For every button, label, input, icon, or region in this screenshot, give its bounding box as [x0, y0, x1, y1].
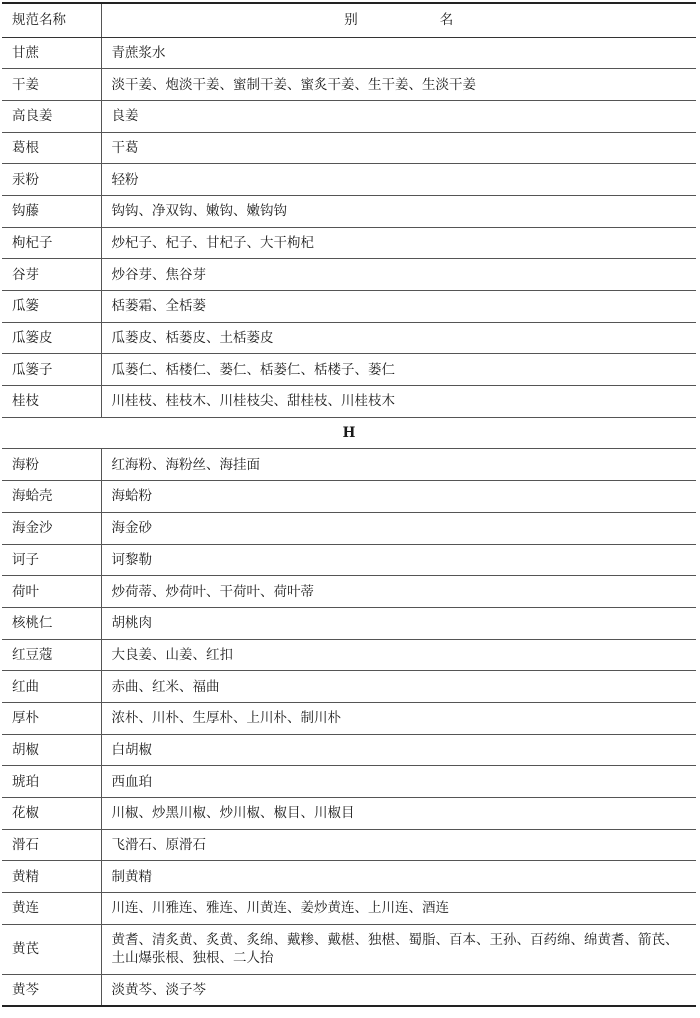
- alias-cell: 瓜蒌仁、栝楼仁、蒌仁、栝蒌仁、栝楼子、蒌仁: [101, 354, 696, 386]
- alias-cell: 炒荷蒂、炒荷叶、干荷叶、荷叶蒂: [101, 576, 696, 608]
- alias-cell: 川桂枝、桂枝木、川桂枝尖、甜桂枝、川桂枝木: [101, 386, 696, 418]
- alias-cell: 黄耆、清炙黄、炙黄、炙绵、戴糁、戴椹、独椹、蜀脂、百本、王孙、百药绵、绵黄耆、箭芪、土山爆张根、独根、二人抬: [101, 924, 696, 974]
- alias-cell: 瓜蒌皮、栝蒌皮、土栝蒌皮: [101, 322, 696, 354]
- standard-name-cell: 汞粉: [2, 164, 101, 196]
- table-row: [2, 576, 696, 608]
- alias-cell: 红海粉、海粉丝、海挂面: [101, 449, 696, 481]
- table-row: [2, 195, 696, 227]
- table-row: [2, 544, 696, 576]
- alias-cell: 川连、川雅连、雅连、川黄连、姜炒黄连、上川连、酒连: [101, 893, 696, 925]
- alias-cell: 淡干姜、炮淡干姜、蜜制干姜、蜜炙干姜、生干姜、生淡干姜: [101, 69, 696, 101]
- standard-name-cell: 瓜篓: [2, 291, 101, 323]
- alias-cell: 钩钩、净双钩、嫩钩、嫩钩钩: [101, 195, 696, 227]
- alias-cell: 赤曲、红米、福曲: [101, 671, 696, 703]
- table-header-row: [2, 3, 696, 37]
- table-row: [2, 861, 696, 893]
- section-letter: H: [2, 417, 696, 449]
- section-divider: [2, 417, 696, 449]
- header-alias: [101, 3, 696, 37]
- alias-cell: 飞滑石、原滑石: [101, 829, 696, 861]
- table-row: [2, 100, 696, 132]
- table-row: [2, 37, 696, 69]
- table-row: [2, 291, 696, 323]
- table-row: [2, 639, 696, 671]
- table-row: [2, 69, 696, 101]
- alias-cell: 诃黎勒: [101, 544, 696, 576]
- table-row: [2, 481, 696, 513]
- table-row: [2, 607, 696, 639]
- table-row: [2, 322, 696, 354]
- alias-cell: 干葛: [101, 132, 696, 164]
- alias-cell: 炒谷芽、焦谷芽: [101, 259, 696, 291]
- alias-cell: 白胡椒: [101, 734, 696, 766]
- table-row: [2, 734, 696, 766]
- alias-cell: 制黄精: [101, 861, 696, 893]
- header-alias-part1: 别: [344, 12, 358, 29]
- standard-name-cell: 黄连: [2, 893, 101, 925]
- table-row: [2, 386, 696, 418]
- alias-cell: 胡桃肉: [101, 607, 696, 639]
- herb-alias-table: [2, 2, 696, 1007]
- standard-name-cell: 海金沙: [2, 512, 101, 544]
- standard-name-cell: 荷叶: [2, 576, 101, 608]
- standard-name-cell: 高良姜: [2, 100, 101, 132]
- herb-alias-document: [2, 2, 696, 1007]
- standard-name-cell: 甘蔗: [2, 37, 101, 69]
- standard-name-cell: 厚朴: [2, 702, 101, 734]
- table-row: [2, 924, 696, 974]
- alias-cell: 浓朴、川朴、生厚朴、上川朴、制川朴: [101, 702, 696, 734]
- alias-cell: 大良姜、山姜、红扣: [101, 639, 696, 671]
- standard-name-cell: 海粉: [2, 449, 101, 481]
- table-row: [2, 227, 696, 259]
- standard-name-cell: 黄芩: [2, 974, 101, 1006]
- table-body-g: [2, 37, 696, 417]
- header-alias-part2: 名: [439, 12, 454, 29]
- standard-name-cell: 瓜篓子: [2, 354, 101, 386]
- standard-name-cell: 桂枝: [2, 386, 101, 418]
- standard-name-cell: 红曲: [2, 671, 101, 703]
- alias-cell: 西血珀: [101, 766, 696, 798]
- section-row: [2, 417, 696, 449]
- table-row: [2, 132, 696, 164]
- alias-cell: 川椒、炒黑川椒、炒川椒、椒目、川椒目: [101, 798, 696, 830]
- alias-cell: 青蔗浆水: [101, 37, 696, 69]
- standard-name-cell: 钩藤: [2, 195, 101, 227]
- standard-name-cell: 滑石: [2, 829, 101, 861]
- header-standard-name: 规范名称: [2, 3, 101, 37]
- table-row: [2, 829, 696, 861]
- table-row: [2, 893, 696, 925]
- alias-cell: 栝蒌霜、全栝蒌: [101, 291, 696, 323]
- standard-name-cell: 葛根: [2, 132, 101, 164]
- standard-name-cell: 诃子: [2, 544, 101, 576]
- standard-name-cell: 红豆蔻: [2, 639, 101, 671]
- table-row: [2, 702, 696, 734]
- standard-name-cell: 胡椒: [2, 734, 101, 766]
- table-row: [2, 798, 696, 830]
- alias-cell: 淡黄芩、淡子芩: [101, 974, 696, 1006]
- standard-name-cell: 枸杞子: [2, 227, 101, 259]
- alias-cell: 海蛤粉: [101, 481, 696, 513]
- table-row: [2, 259, 696, 291]
- standard-name-cell: 琥珀: [2, 766, 101, 798]
- alias-cell: 良姜: [101, 100, 696, 132]
- standard-name-cell: 花椒: [2, 798, 101, 830]
- table-row: [2, 974, 696, 1006]
- standard-name-cell: 黄精: [2, 861, 101, 893]
- alias-cell: 轻粉: [101, 164, 696, 196]
- standard-name-cell: 核桃仁: [2, 607, 101, 639]
- standard-name-cell: 干姜: [2, 69, 101, 101]
- table-row: [2, 512, 696, 544]
- table-row: [2, 671, 696, 703]
- standard-name-cell: 黄芪: [2, 924, 101, 974]
- table-body-h: [2, 449, 696, 1006]
- alias-cell: 炒杞子、杞子、甘杞子、大干枸杞: [101, 227, 696, 259]
- alias-cell: 海金砂: [101, 512, 696, 544]
- table-row: [2, 164, 696, 196]
- standard-name-cell: 海蛤壳: [2, 481, 101, 513]
- table-row: [2, 354, 696, 386]
- standard-name-cell: 瓜篓皮: [2, 322, 101, 354]
- table-row: [2, 766, 696, 798]
- standard-name-cell: 谷芽: [2, 259, 101, 291]
- table-row: [2, 449, 696, 481]
